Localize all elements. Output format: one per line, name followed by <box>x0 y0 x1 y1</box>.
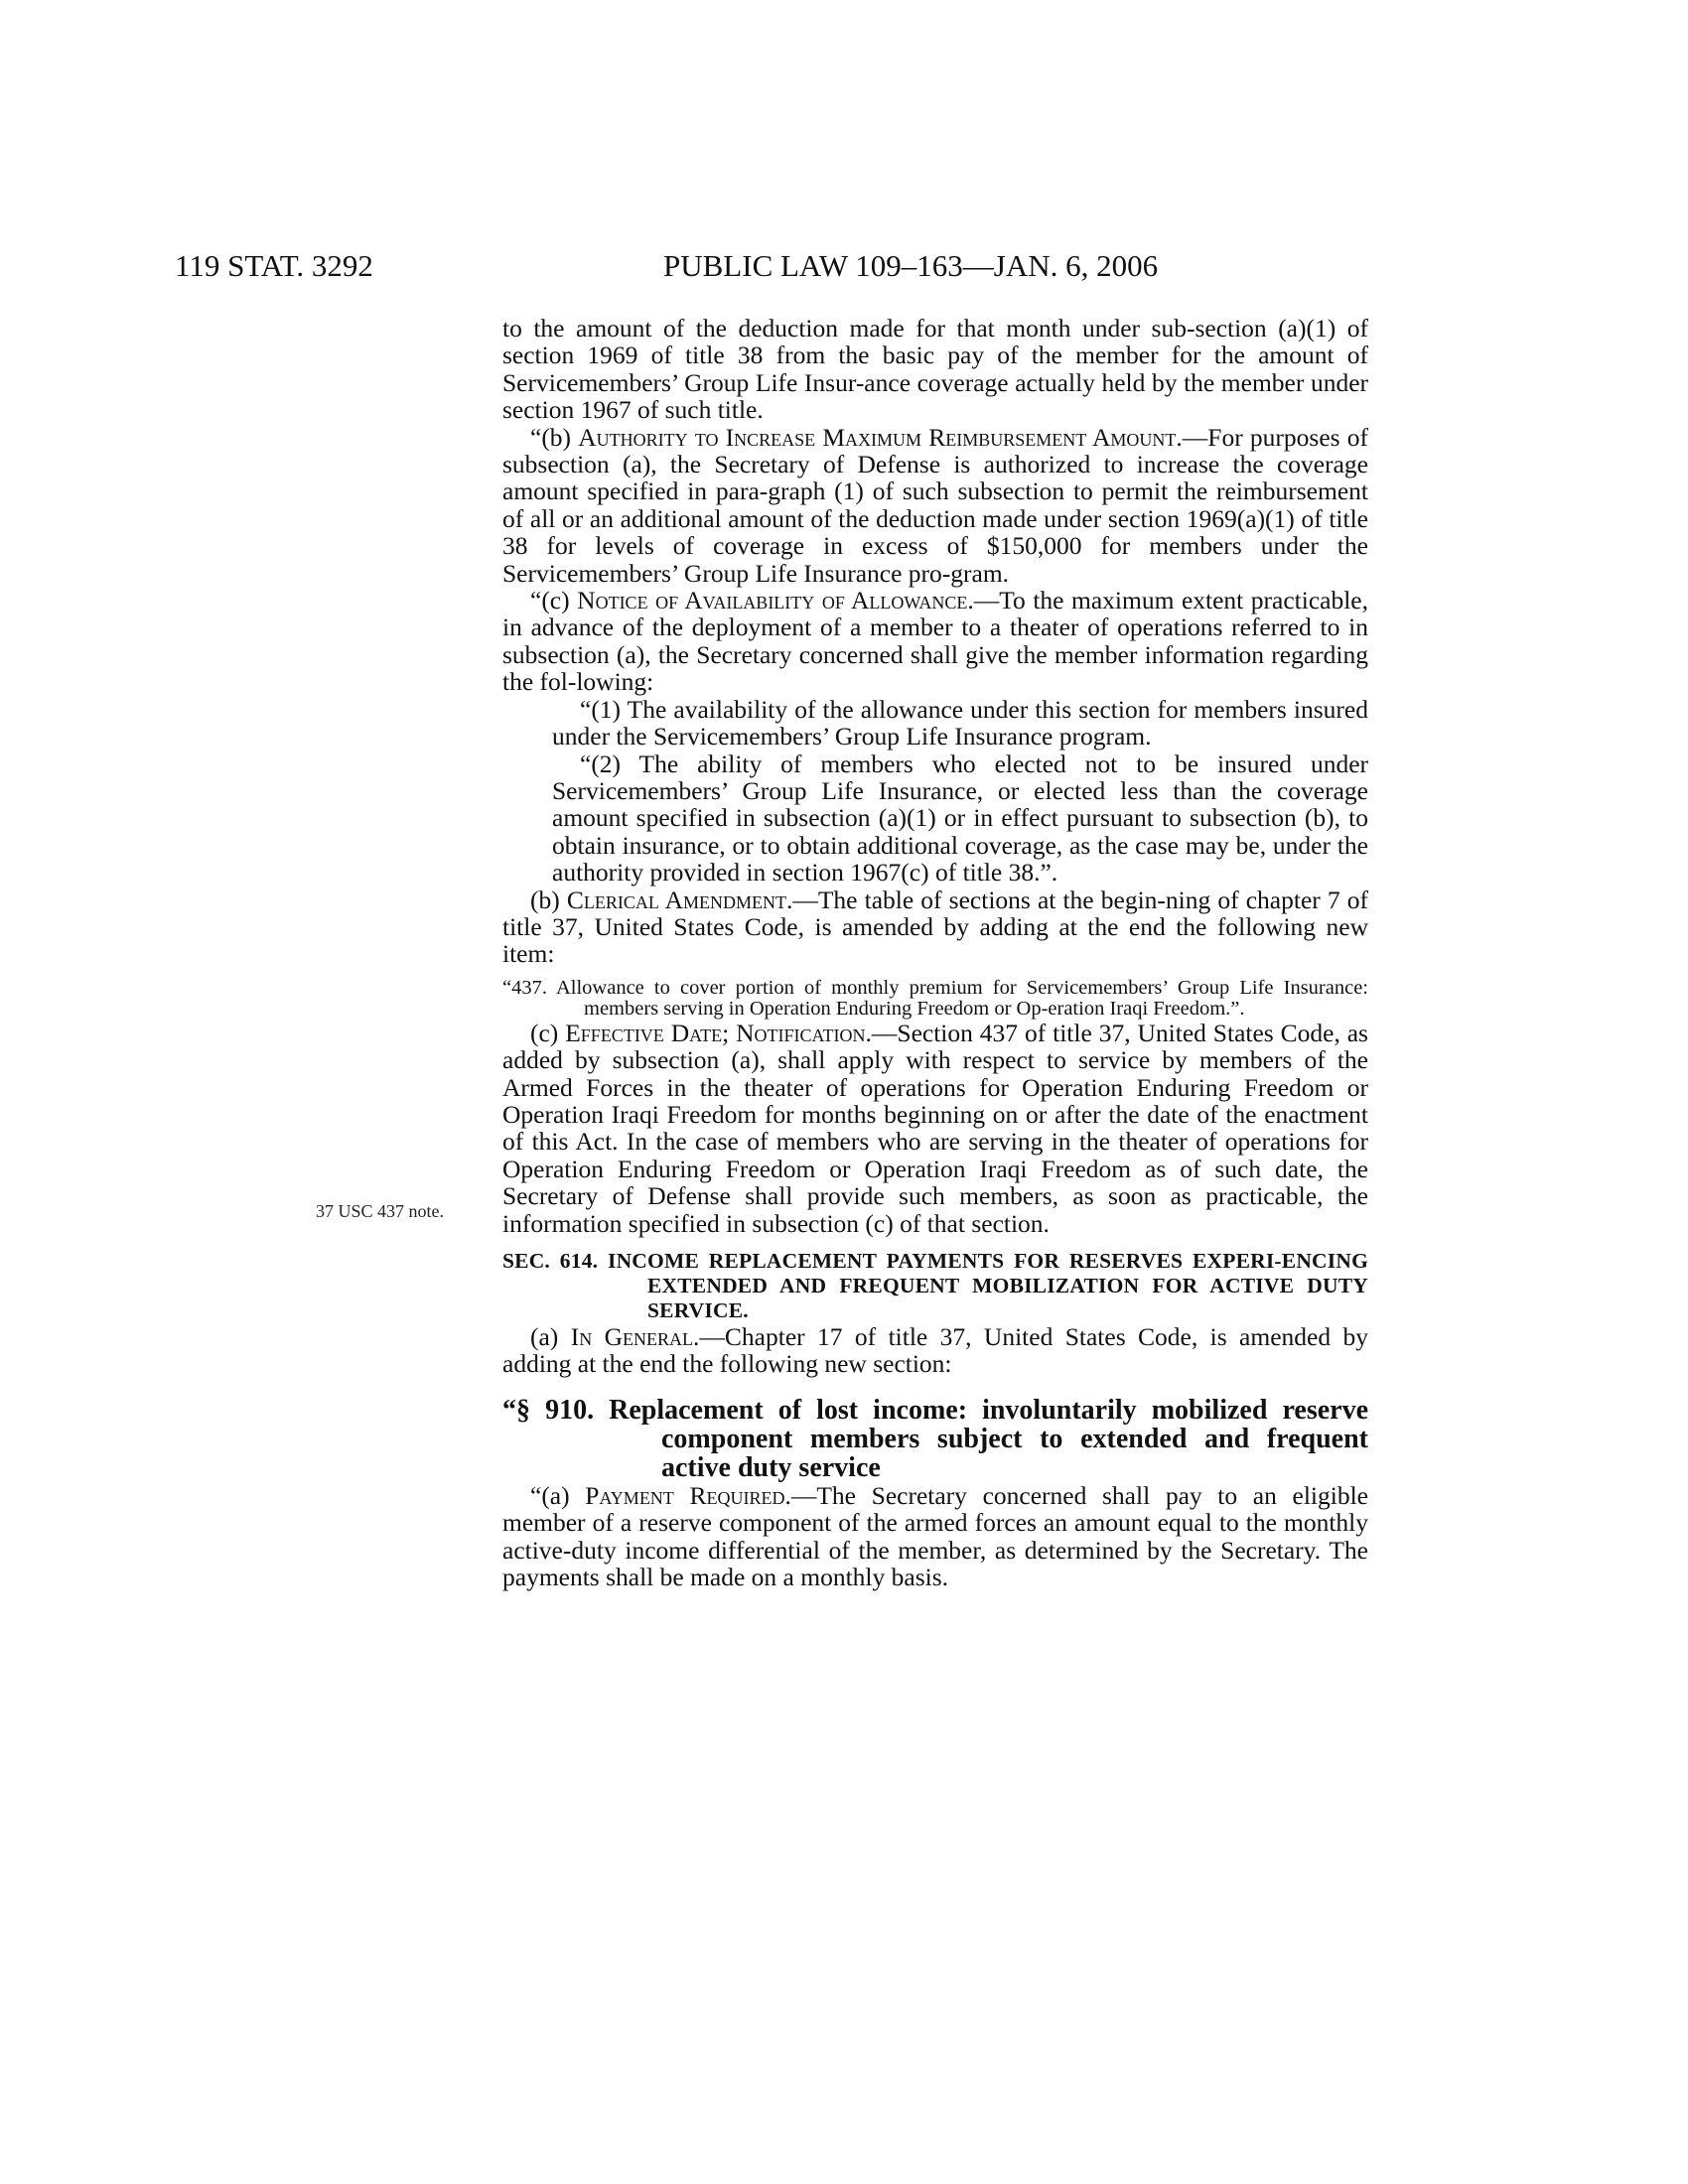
subsection-b-text: .—For purposes of subsection (a), the Secretary of Defense is authorized to increase the coverage amount specified in para-graph (1) of such subsection to permit the reimbursement of all or an additional amount of the deduction made under section 1969(a)(1) of title 38 for levels of coverage in excess of $150,000 for members under the Servicemembers’ Group Life Insurance pro-gram. <box>502 422 1368 588</box>
effective-date-prefix: (c) <box>530 1018 566 1047</box>
clerical-amendment-text: .—The table of sections at the begin-ning of chapter 7 of title 37, United States Code, is amended by adding at the end the following new item: <box>502 885 1368 969</box>
in-general-heading: In General <box>570 1322 694 1351</box>
body-text <box>502 315 1368 1590</box>
subsection-c-prefix: “(c) <box>530 586 578 615</box>
effective-date <box>502 1020 1368 1237</box>
paragraph-c1: “(1) The availability of the allowance under this section for members insured under the Servicemembers’ Group Life Insurance program. <box>552 694 1368 751</box>
payment-required <box>502 1482 1368 1591</box>
margin-note: 37 USC 437 note. <box>316 1201 445 1221</box>
stat-page-number: 119 STAT. 3292 <box>175 248 373 283</box>
paragraph-continuation: to the amount of the deduction made for that month under sub-section (a)(1) of section 1969 of title 38 from the basic pay of the member for the amount of Servicemembers’ Group Life Insur-ance coverage actually held by the member under section 1967 of such title. <box>502 314 1368 425</box>
effective-date-heading: Effective Date; Notification <box>565 1018 866 1047</box>
table-of-sections-item: “437. Allowance to cover portion of monthly premium for Servicemembers’ Group Life Insurance: members serving in Operation Enduring Freedom or Op-eration Iraqi Freedom.”. <box>502 976 1368 1020</box>
in-general-text: .—Chapter 17 of title 37, United States Code, is amended by adding at the end the following new section: <box>502 1322 1369 1379</box>
subsection-c-text: .—To the maximum extent practicable, in advance of the deployment of a member to a theater of operations referred to in subsection (a), the Secretary concerned shall give the member information regarding the fol-lowing: <box>502 586 1369 697</box>
page-header <box>0 246 1688 286</box>
running-head: PUBLIC LAW 109–163—JAN. 6, 2006 <box>663 248 1159 283</box>
subsection-b-heading: Authority to Increase Maximum Reimbursement Amount <box>578 422 1177 452</box>
paragraph-c2: “(2) The ability of members who elected not to be insured under Servicemembers’ Group Life Insurance, or elected less than the coverage amount specified in subsection (a)(1) or in effect pursuant to subsection (b), to obtain insurance, or to obtain additional coverage, as the case may be, under the authority provided in section 1967(c) of title 38.”. <box>552 749 1368 887</box>
in-general-prefix: (a) <box>530 1322 571 1351</box>
subsection-c-heading: Notice of Availability of Allowance <box>577 586 968 615</box>
payment-required-prefix: “(a) <box>530 1480 586 1510</box>
subsection-b-prefix: “(b) <box>530 422 579 452</box>
subsection-b <box>502 424 1368 587</box>
effective-date-text: .—Section 437 of title 37, United States Code, as added by subsection (a), shall apply with respect to service by members of the Armed Forces in the theater of operations for Operation Enduring Freedom or Operation Iraqi Freedom for months beginning on or after the date of the enactment of this Act. In the case of members who are serving in the theater of operations for Operation Enduring Freedom or Operation Iraqi Freedom as of such date, the Secretary of Defense shall provide such members, as soon as practicable, the information specified in subsection (c) of that section. <box>502 1018 1368 1238</box>
clerical-amendment-prefix: (b) <box>530 885 567 914</box>
in-general <box>502 1323 1368 1378</box>
clerical-amendment <box>502 887 1368 968</box>
clerical-amendment-heading: Clerical Amendment <box>566 885 786 914</box>
subsection-c <box>502 587 1368 696</box>
section-910-heading: “§ 910. Replacement of lost income: involuntarily mobilized reserve component members subject to extended and frequent active duty service <box>502 1394 1368 1483</box>
payment-required-heading: Payment Required <box>585 1480 785 1510</box>
payment-required-text: .—The Secretary concerned shall pay to an eligible member of a reserve component of the armed forces an amount equal to the monthly active-duty income differential of the member, as determined by the Secretary. The payments shall be made on a monthly basis. <box>502 1480 1368 1592</box>
section-614-heading: SEC. 614. INCOME REPLACEMENT PAYMENTS FOR RESERVES EXPERI-ENCING EXTENDED AND FREQUENT MOBILIZATION FOR ACTIVE DUTY SERVICE. <box>502 1249 1368 1322</box>
